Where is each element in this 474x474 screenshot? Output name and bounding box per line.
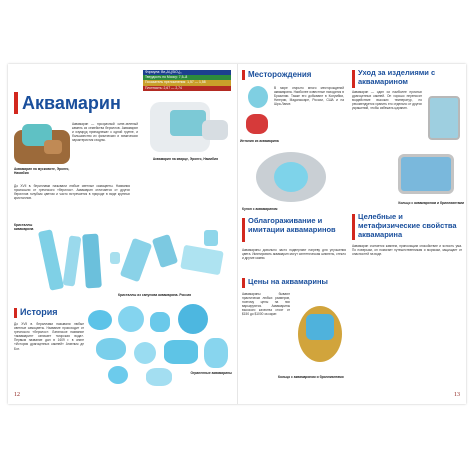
imitation-title: Облагораживание и имитации аквамаринов: [248, 216, 336, 234]
history-text: До XVII в. бериллами называли любые светлые самоцветы. Название происходит от греческого «берилос». Латинское название «аквамарин» означает «морская вода». Первым название дал в 1609 г. в книге «История драгоценных камней» Анзельм де Бот.: [14, 322, 84, 351]
pendant-photo: [242, 148, 346, 206]
caption-crystals-russia: Кристаллы из сапунова аквамарина. Россия: [118, 293, 192, 297]
deposits-text: В мире открыто много месторождений аквамарина. Наиболее известные находятся в Бразилии. Также его добывают в Колумбии, Нигерии, Мадагаскаре, России, США и на Шри-Ланке.: [274, 86, 344, 107]
prices-text: Аквамарины бывают практически любых размеров, поэтому цены на них варьируются. Аквамарины высокого качества стоят от $150 до $1000 за карат.: [242, 292, 290, 317]
right-page: [237, 64, 466, 404]
faceted-photo: [88, 304, 232, 390]
caption-crystals: Кристаллы аквамарина: [14, 223, 34, 231]
caption-brooch: Кольцо с аквамарином и бриллиантами: [398, 201, 464, 205]
info-hardness: Твердость по Моосу: 7,5–8: [143, 75, 231, 80]
crystals-photo: [14, 230, 230, 292]
caption-quartz: Аквамарин на кварце, Эронго, Намибия: [152, 157, 218, 161]
caption-pendant: Кулон с аквамарином: [242, 207, 278, 211]
caption-ring: Кольцо с аквамарином и бриллиантами: [278, 375, 344, 379]
imitation-bar: [242, 218, 245, 242]
ring-photo-bottom: [292, 296, 348, 372]
imitation-text: Аквамарины довольно часто подвергают нагреву для улучшения цвета. Имитировать аквамарин могут синтетическая шпинель, стекло и другие камни.: [242, 248, 346, 261]
history-title: История: [20, 307, 58, 317]
healing-text: Аквамарин считается камнем, приносящим спокойствие и ясность ума. По поверьям, он помогает путешественникам и морякам, защищает от опасностей на воде.: [352, 244, 462, 257]
care-title: Уход за изделиями с аквамарином: [358, 68, 436, 86]
healing-bar: [352, 214, 355, 240]
healing-title: Целебные и метафизические свойства аквамарина: [358, 212, 457, 239]
intaglio-photo: [242, 86, 272, 136]
deposits-title: Месторождения: [248, 70, 312, 79]
care-text: Аквамарин — один из наиболее прочных драгоценных камней. Он хорошо переносит воздействие высоких температур, но рекомендуется хранить его отдельно от других украшений, чтобы избежать царапин.: [352, 90, 422, 111]
page-number-right: 13: [454, 392, 460, 398]
history-bar: [14, 308, 17, 318]
info-density: Плотность: 2,67 — 2,74: [143, 86, 231, 91]
caption-muscovite: Аквамарин на мусковите, Эронго, Намибия: [14, 167, 70, 175]
left-body-text: До XVII в. бериллами называли любые светлые самоцветы. Названия произошли от греческого «берилос». Аквамарин отличается от других бериллов голубым цветом и часто встречается в природе в виде крупных кристаллов.: [14, 184, 130, 201]
quartz-photo: [142, 98, 232, 156]
care-bar: [352, 70, 355, 88]
prices-title: Цены на аквамарины: [248, 277, 328, 286]
prices-bar: [242, 278, 245, 288]
info-refraction: Показатель преломления: 1,57 — 1,58: [143, 80, 231, 85]
page-number-left: 12: [14, 392, 20, 398]
muscovite-photo: [14, 120, 70, 166]
ring-photo-top: [388, 148, 464, 200]
caption-intaglio: Инталия из аквамарина: [240, 139, 279, 143]
left-page: [8, 64, 237, 404]
intro-text: Аквамарин — прозрачный сине-зеленый камень из семейства бериллов. Аквамарин и изумруд принадлежат к одной группе, и большинство их физических и химических характеристик сходны.: [72, 122, 138, 143]
caption-faceted: Ограненные аквамарины: [190, 371, 232, 375]
brooch-photo: [424, 92, 464, 142]
page-title: Аквамарин: [22, 93, 121, 113]
deposits-bar: [242, 70, 245, 80]
info-box: [143, 70, 231, 91]
book-spread: [8, 64, 466, 404]
info-formula: Формула: Be₃Al₂(SiO₃)₆: [143, 70, 231, 75]
title-bar: [14, 92, 18, 114]
